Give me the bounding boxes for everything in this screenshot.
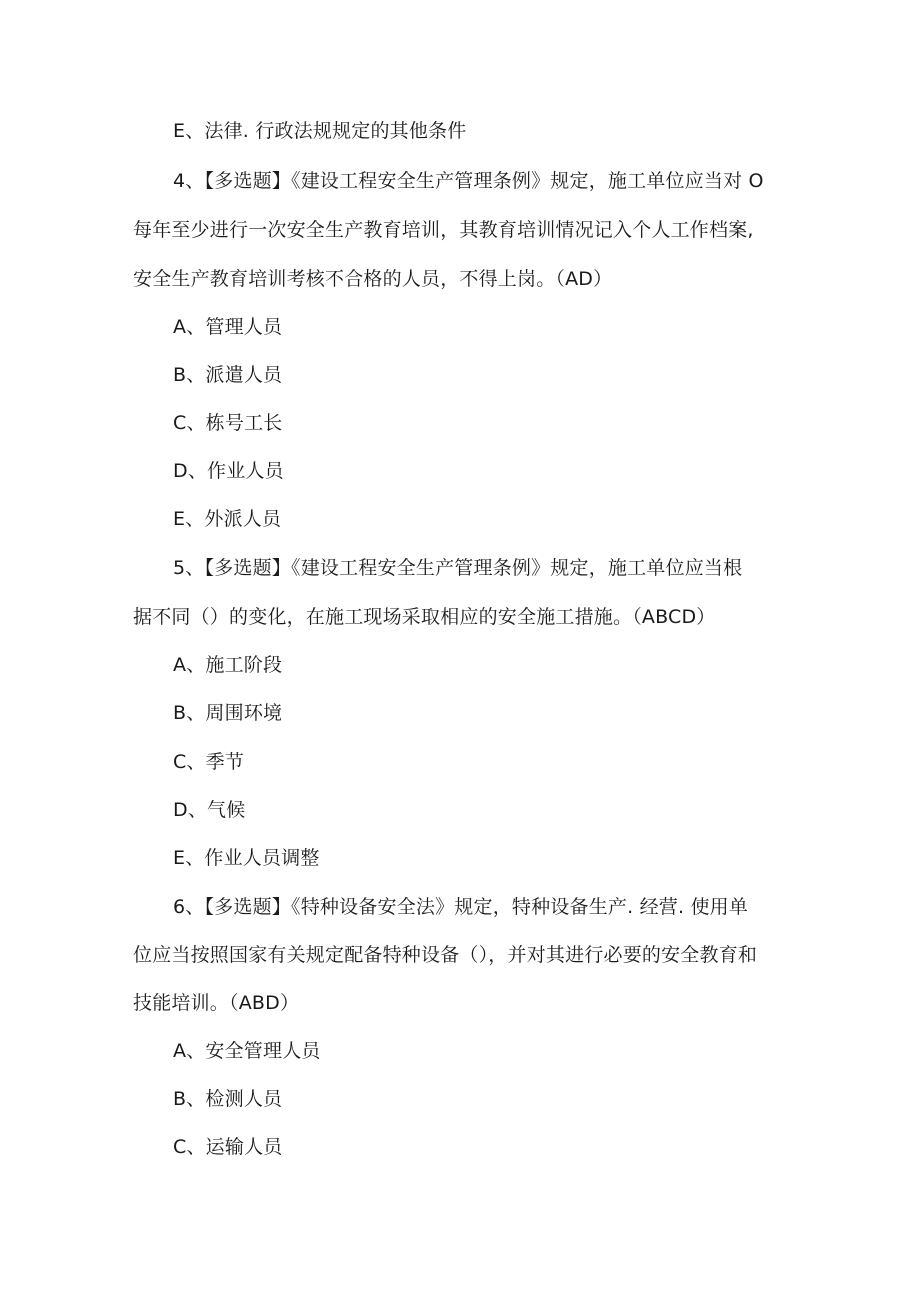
q4-option-d: D、作业人员 [173, 460, 284, 482]
q5-stem-line-1: 5、【多选题】《建设工程安全生产管理条例》规定，施工单位应当根 [173, 557, 743, 579]
q5-option-c: C、季节 [173, 751, 245, 773]
q5-option-a: A、施工阶段 [173, 654, 283, 676]
q4-option-e: E、外派人员 [173, 508, 282, 530]
q5-option-b: B、周围环境 [173, 702, 283, 724]
q6-option-b: B、检测人员 [173, 1088, 283, 1110]
q4-option-b: B、派遣人员 [173, 364, 283, 386]
q6-option-c: C、运输人员 [173, 1136, 283, 1158]
q4-option-c: C、栋号工长 [173, 412, 283, 434]
q6-option-a: A、安全管理人员 [173, 1040, 321, 1062]
q5-option-e: E、作业人员调整 [173, 847, 320, 869]
q5-stem-line-2: 据不同（）的变化，在施工现场采取相应的安全施工措施。（ABCD） [133, 606, 716, 628]
q6-stem-line-3: 技能培训。（ABD） [133, 992, 300, 1014]
q3-option-e: E、法律. 行政法规规定的其他条件 [173, 120, 467, 142]
q4-stem-line-2: 每年至少进行一次安全生产教育培训，其教育培训情况记入个人工作档案, [133, 219, 754, 241]
q6-stem-line-1: 6、【多选题】《特种设备安全法》规定，特种设备生产. 经营. 使用单 [173, 896, 749, 918]
q4-stem-line-3: 安全生产教育培训考核不合格的人员，不得上岗。（AD） [133, 268, 613, 290]
q4-option-a: A、管理人员 [173, 316, 283, 338]
q5-option-d: D、气候 [173, 799, 246, 821]
q4-stem-line-1: 4、【多选题】《建设工程安全生产管理条例》规定，施工单位应当对 O [173, 170, 764, 192]
q6-stem-line-2: 位应当按照国家有关规定配备特种设备（），并对其进行必要的安全教育和 [133, 944, 758, 966]
